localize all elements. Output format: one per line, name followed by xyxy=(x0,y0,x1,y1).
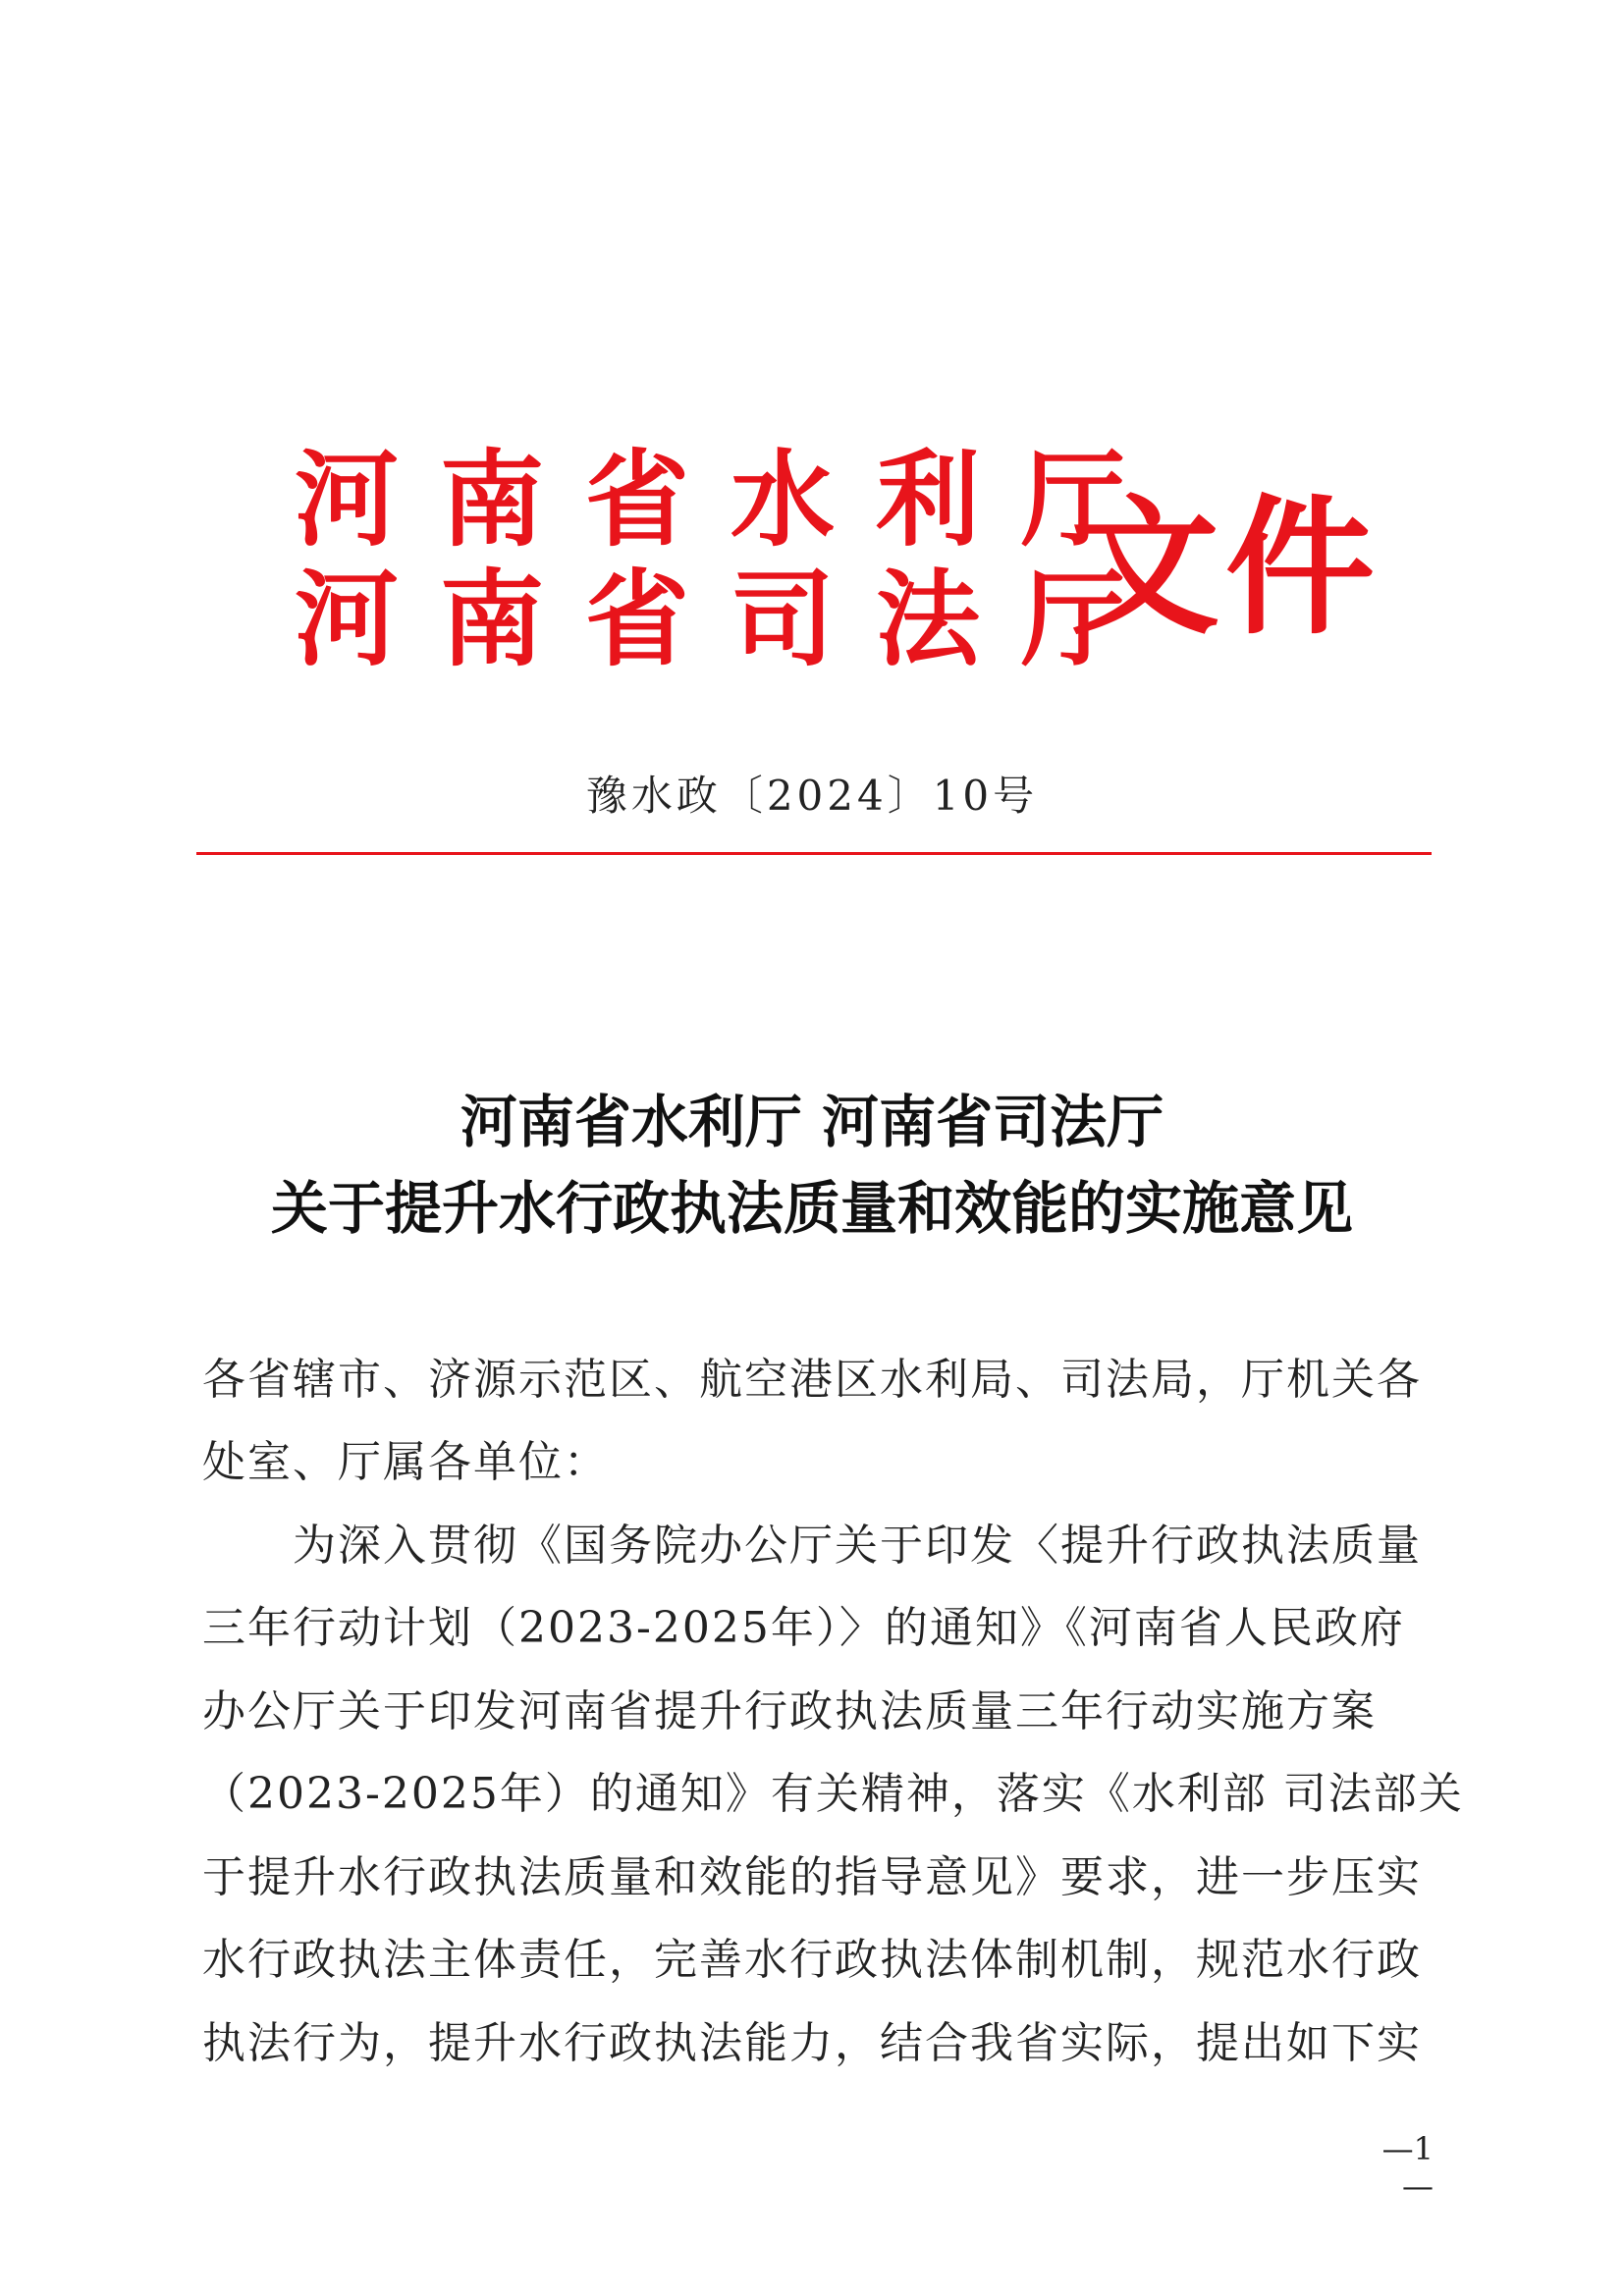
body-text-line: 执法行为，提升水行政执法能力，结合我省实际，提出如下实 xyxy=(202,2018,1422,2068)
body-text-line: 水行政执法主体责任，完善水行政执法体制机制，规范水行政 xyxy=(202,1935,1422,1985)
page-number: —1— xyxy=(1381,2130,1434,2205)
body-text-line: （2023-2025年）的通知》有关精神，落实《水利部 司法部关 xyxy=(202,1769,1464,1819)
document-title-line-1: 河南省水利厅 河南省司法厅 xyxy=(460,1089,1164,1155)
issuer-line-water-resources: 河南省水利厅 xyxy=(295,438,1166,561)
body-text-line: 各省辖市、济源示范区、航空港区水利局、司法局，厅机关各 xyxy=(202,1355,1422,1405)
issuer-line-justice: 河南省司法厅 xyxy=(295,558,1166,680)
issuer-suffix-document: 文件 xyxy=(1070,479,1380,655)
document-title-line-2: 关于提升水行政执法质量和效能的实施意见 xyxy=(270,1175,1353,1242)
body-text-line: 三年行动计划（2023-2025年）〉的通知》《河南省人民政府 xyxy=(202,1603,1405,1653)
red-header xyxy=(295,432,1380,680)
red-divider-line xyxy=(196,852,1432,855)
document-number: 豫水政〔2024〕10号 xyxy=(585,772,1039,820)
body-text-line: 处室、厅属各单位： xyxy=(202,1437,609,1487)
body-text-line: 于提升水行政执法质量和效能的指导意见》要求，进一步压实 xyxy=(202,1852,1422,1902)
body-text-line: 为深入贯彻《国务院办公厅关于印发〈提升行政执法质量 xyxy=(202,1521,1422,1571)
body-text-line: 办公厅关于印发河南省提升行政执法质量三年行动实施方案 xyxy=(202,1686,1377,1736)
